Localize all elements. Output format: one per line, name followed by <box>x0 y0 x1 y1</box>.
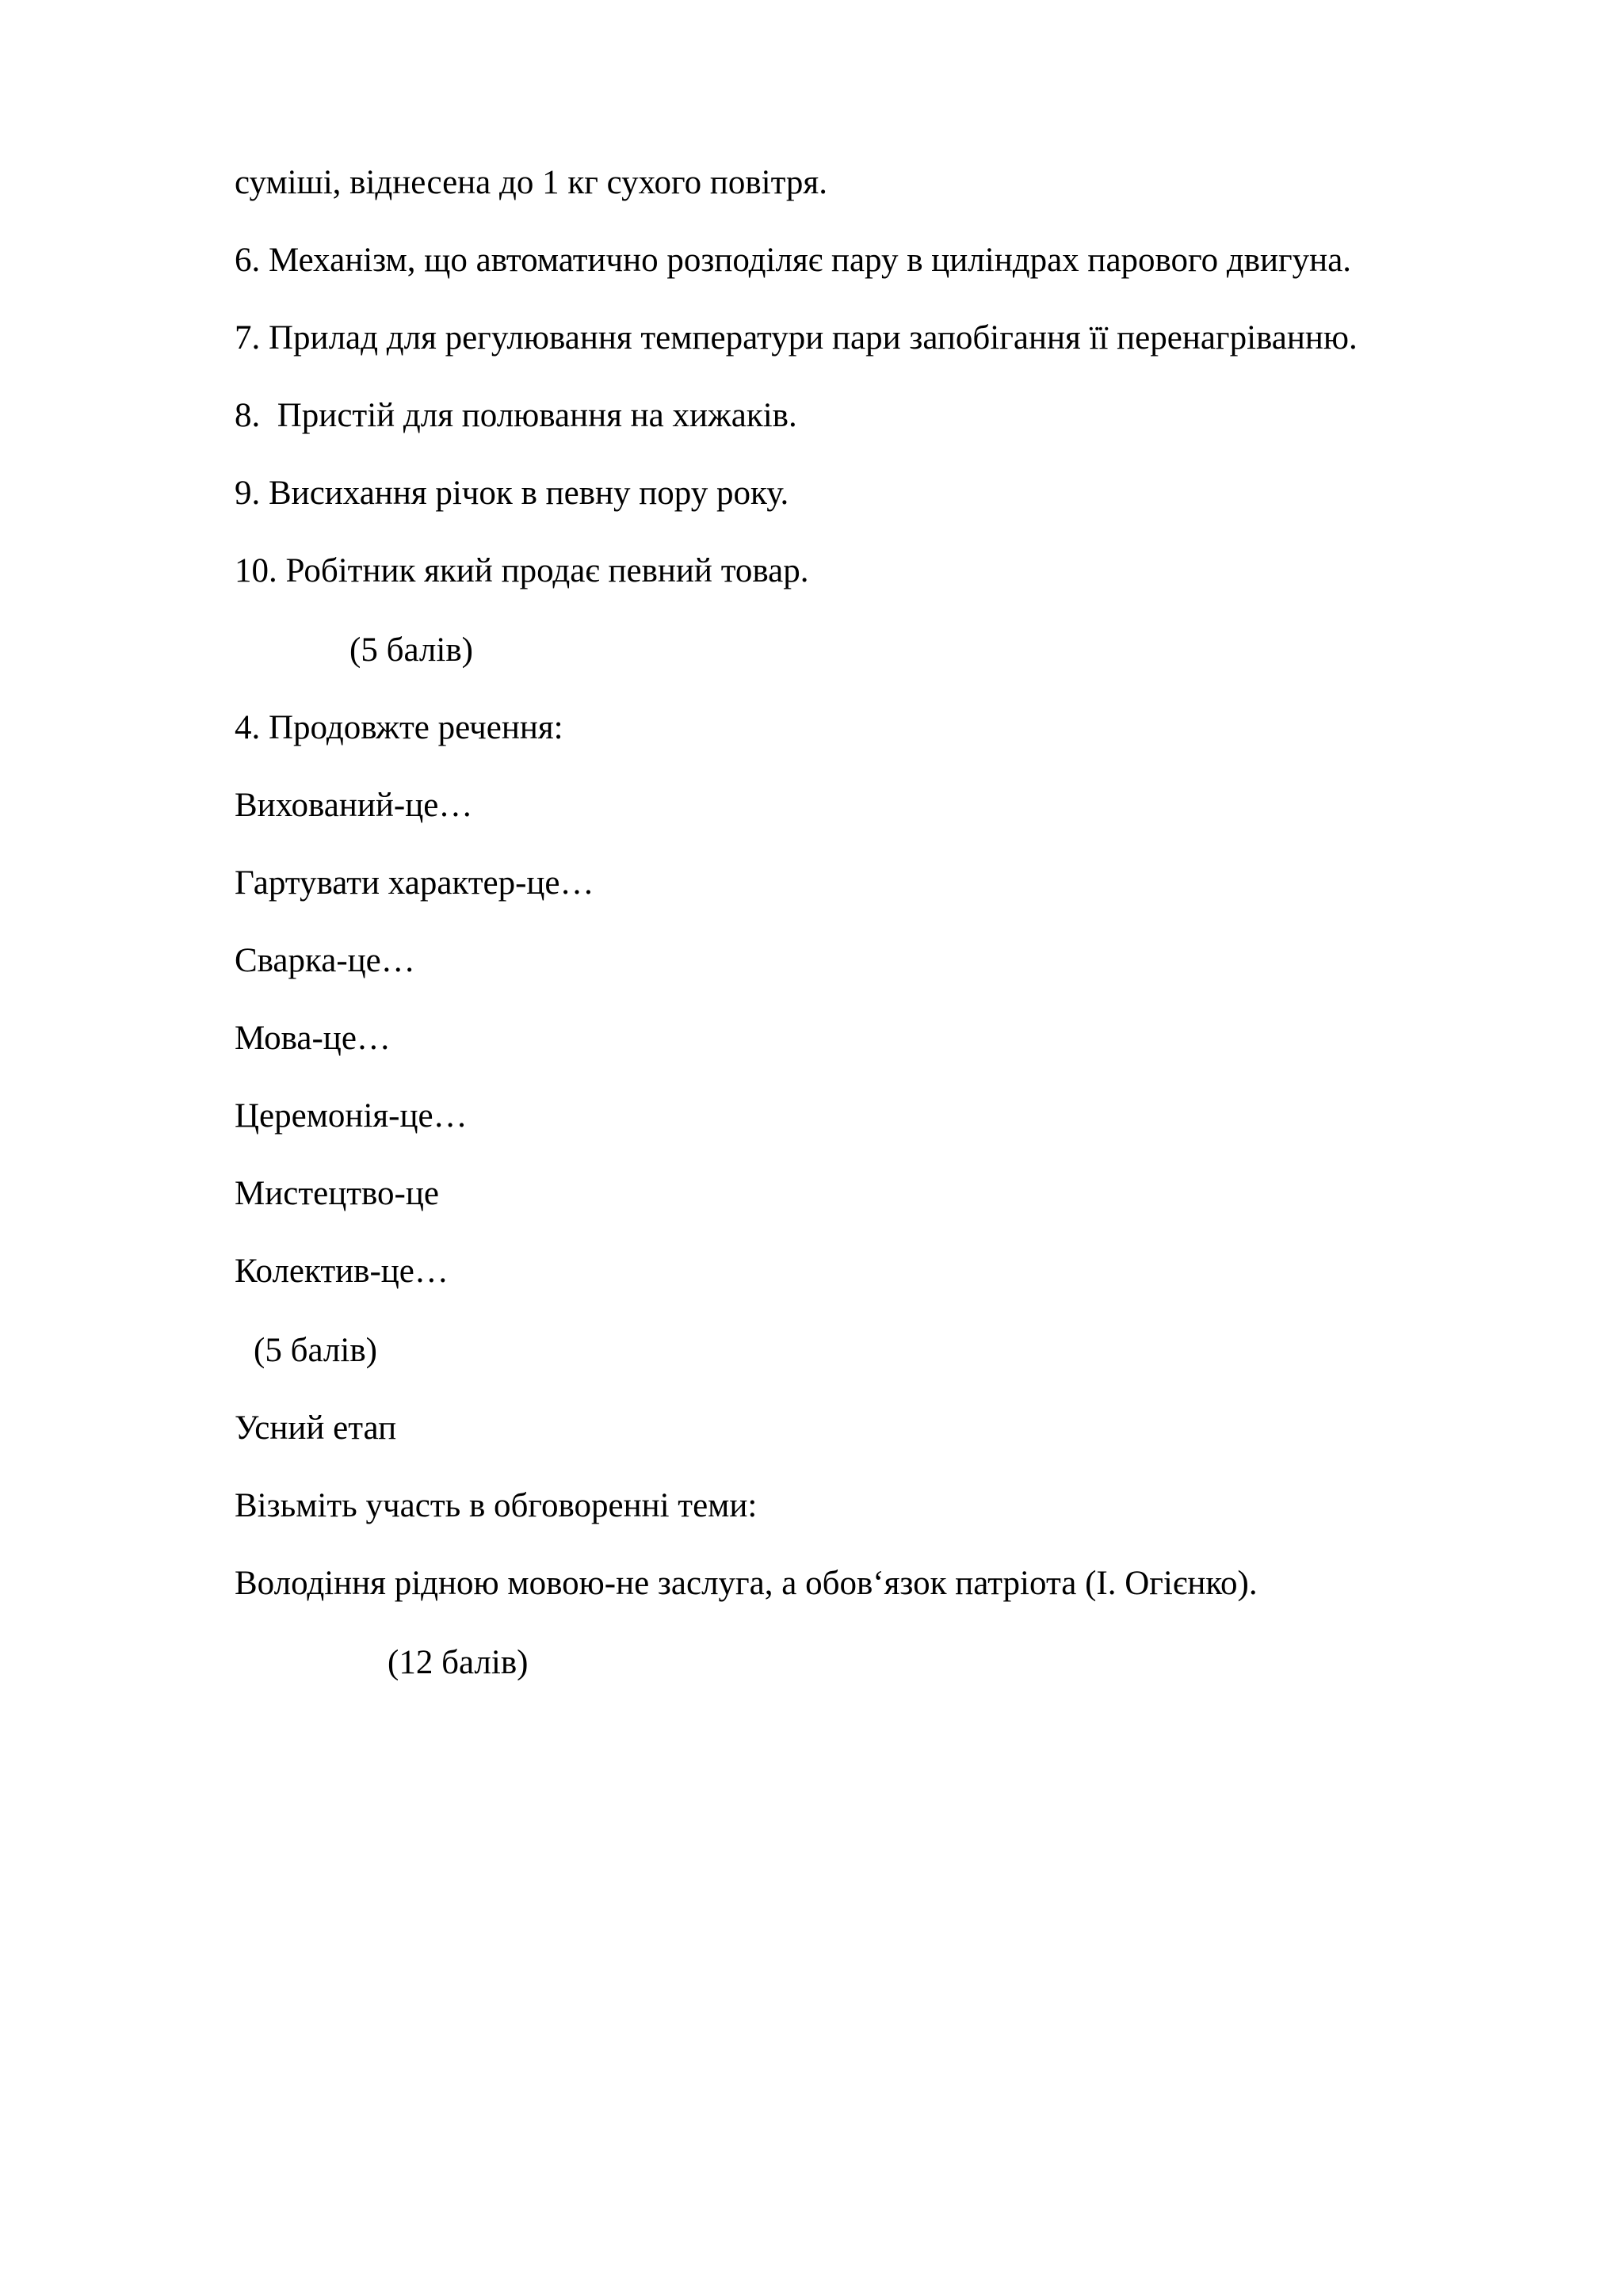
list-item-9: 9. Висихання річок в певну пору року. <box>235 475 789 512</box>
text-line-continuation: суміші, віднесена до 1 кг сухого повітря. <box>235 164 827 201</box>
discussion-instruction: Візьміть участь в обговоренні теми: <box>235 1487 758 1524</box>
list-item-6: 6. Механізм, що автоматично розподіляє пару в циліндрах парового двигуна. <box>235 242 1352 279</box>
list-item-8: 8. Пристій для полювання на хижаків. <box>235 397 797 434</box>
list-item-7: 7. Прилад для регулювання температури пари запобігання її перенагріванню. <box>235 319 1358 357</box>
prompt-line: Церемонія-це… <box>235 1097 468 1135</box>
score-note-task-4: (5 балів) <box>254 1332 377 1369</box>
task-4-heading: 4. Продовжте речення: <box>235 709 563 746</box>
prompt-line: Мистецтво-це <box>235 1175 439 1212</box>
score-note-oral: (12 балів) <box>388 1644 529 1681</box>
prompt-line: Гартувати характер-це… <box>235 864 594 902</box>
prompt-line: Колектив-це… <box>235 1253 449 1290</box>
prompt-line: Мова-це… <box>235 1020 391 1057</box>
discussion-topic: Володіння рідною мовою-не заслуга, а обов‘язок патріота (І. Огієнко). <box>235 1565 1258 1602</box>
prompt-line: Вихований-це… <box>235 787 473 824</box>
section-heading-oral-stage: Усний етап <box>235 1409 397 1447</box>
prompt-line: Сварка-це… <box>235 942 415 979</box>
list-item-10: 10. Робітник який продає певний товар. <box>235 552 809 589</box>
score-note-task-3: (5 балів) <box>349 631 473 669</box>
